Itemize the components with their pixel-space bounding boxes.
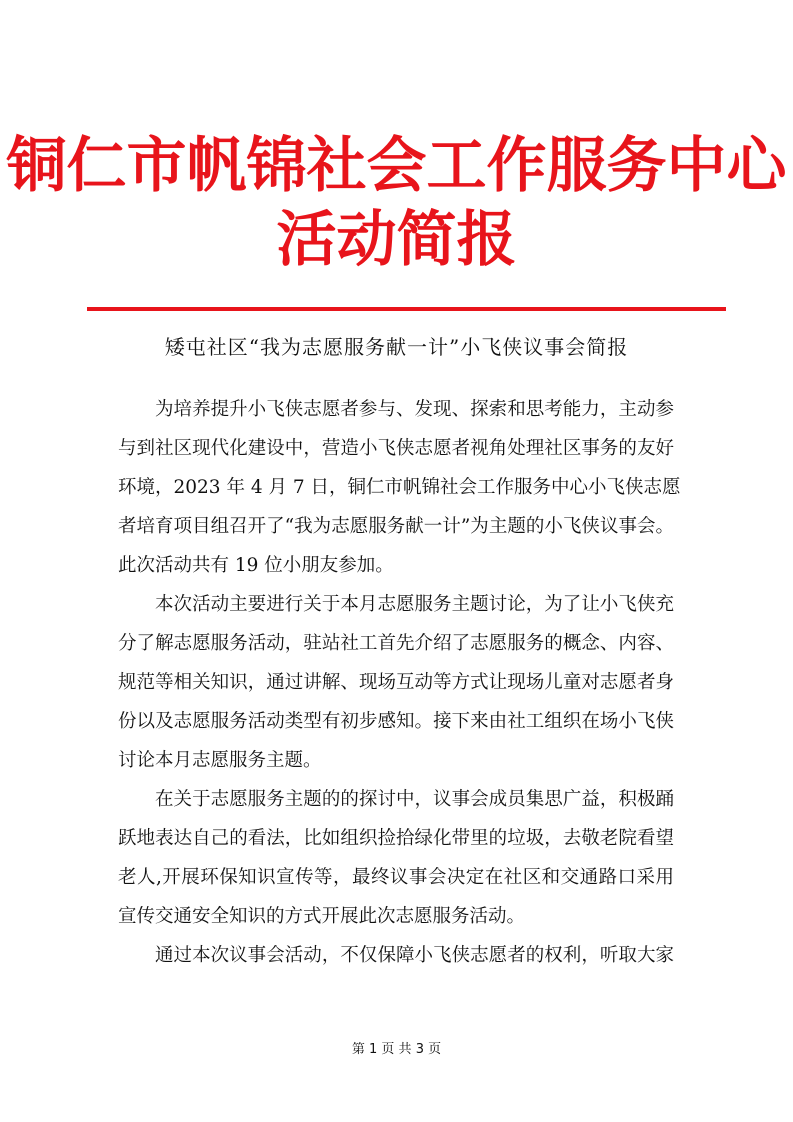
- body-line: 跃地表达自己的看法，比如组织捡拾绿化带里的垃圾，去敬老院看望: [118, 828, 674, 849]
- body-line: 者培育项目组召开了“我为志愿服务献一计”为主题的小飞侠议事会。: [118, 516, 674, 537]
- body-line: 与到社区现代化建设中，营造小飞侠志愿者视角处理社区事务的友好: [118, 438, 674, 459]
- paragraph: [118, 390, 681, 585]
- body-line: 讨论本月志愿服务主题。: [118, 750, 322, 771]
- red-divider: [87, 307, 726, 311]
- body-line: 规范等相关知识，通过讲解、现场互动等方式让现场儿童对志愿者身: [118, 672, 674, 693]
- org-name-heading: 铜仁市帆锦社会工作服务中心: [6, 131, 787, 201]
- page-number: 第 1 页 共 3 页: [351, 1042, 442, 1057]
- body-line: 分了解志愿服务活动，驻站社工首先介绍了志愿服务的概念、内容、: [118, 633, 674, 654]
- body-line: 在关于志愿服务主题的的探讨中，议事会成员集思广益，积极踊: [155, 789, 674, 810]
- body-line: 通过本次议事会活动，不仅保障小飞侠志愿者的权利，听取大家: [155, 945, 674, 966]
- body-line: 份以及志愿服务活动类型有初步感知。接下来由社工组织在场小飞侠: [118, 711, 674, 732]
- bulletin-heading: 活动简报: [276, 205, 517, 275]
- body-line: 宣传交通安全知识的方式开展此次志愿服务活动。: [118, 906, 526, 927]
- body-line: 为培养提升小飞侠志愿者参与、发现、探索和思考能力，主动参: [155, 399, 674, 420]
- paragraph: [118, 585, 674, 780]
- paragraph: [118, 936, 674, 975]
- body-line: 本次活动主要进行关于本月志愿服务主题讨论，为了让小飞侠充: [155, 594, 674, 615]
- article-body: [118, 390, 681, 975]
- body-line: 此次活动共有 19 位小朋友参加。: [118, 555, 394, 576]
- paragraph: [118, 780, 674, 936]
- body-line: 环境，2023 年 4 月 7 日，铜仁市帆锦社会工作服务中心小飞侠志愿: [118, 477, 681, 498]
- article-title: 矮屯社区“我为志愿服务献一计”小飞侠议事会简报: [164, 335, 629, 359]
- body-line: 老人,开展环保知识宣传等，最终议事会决定在社区和交通路口采用: [118, 867, 674, 888]
